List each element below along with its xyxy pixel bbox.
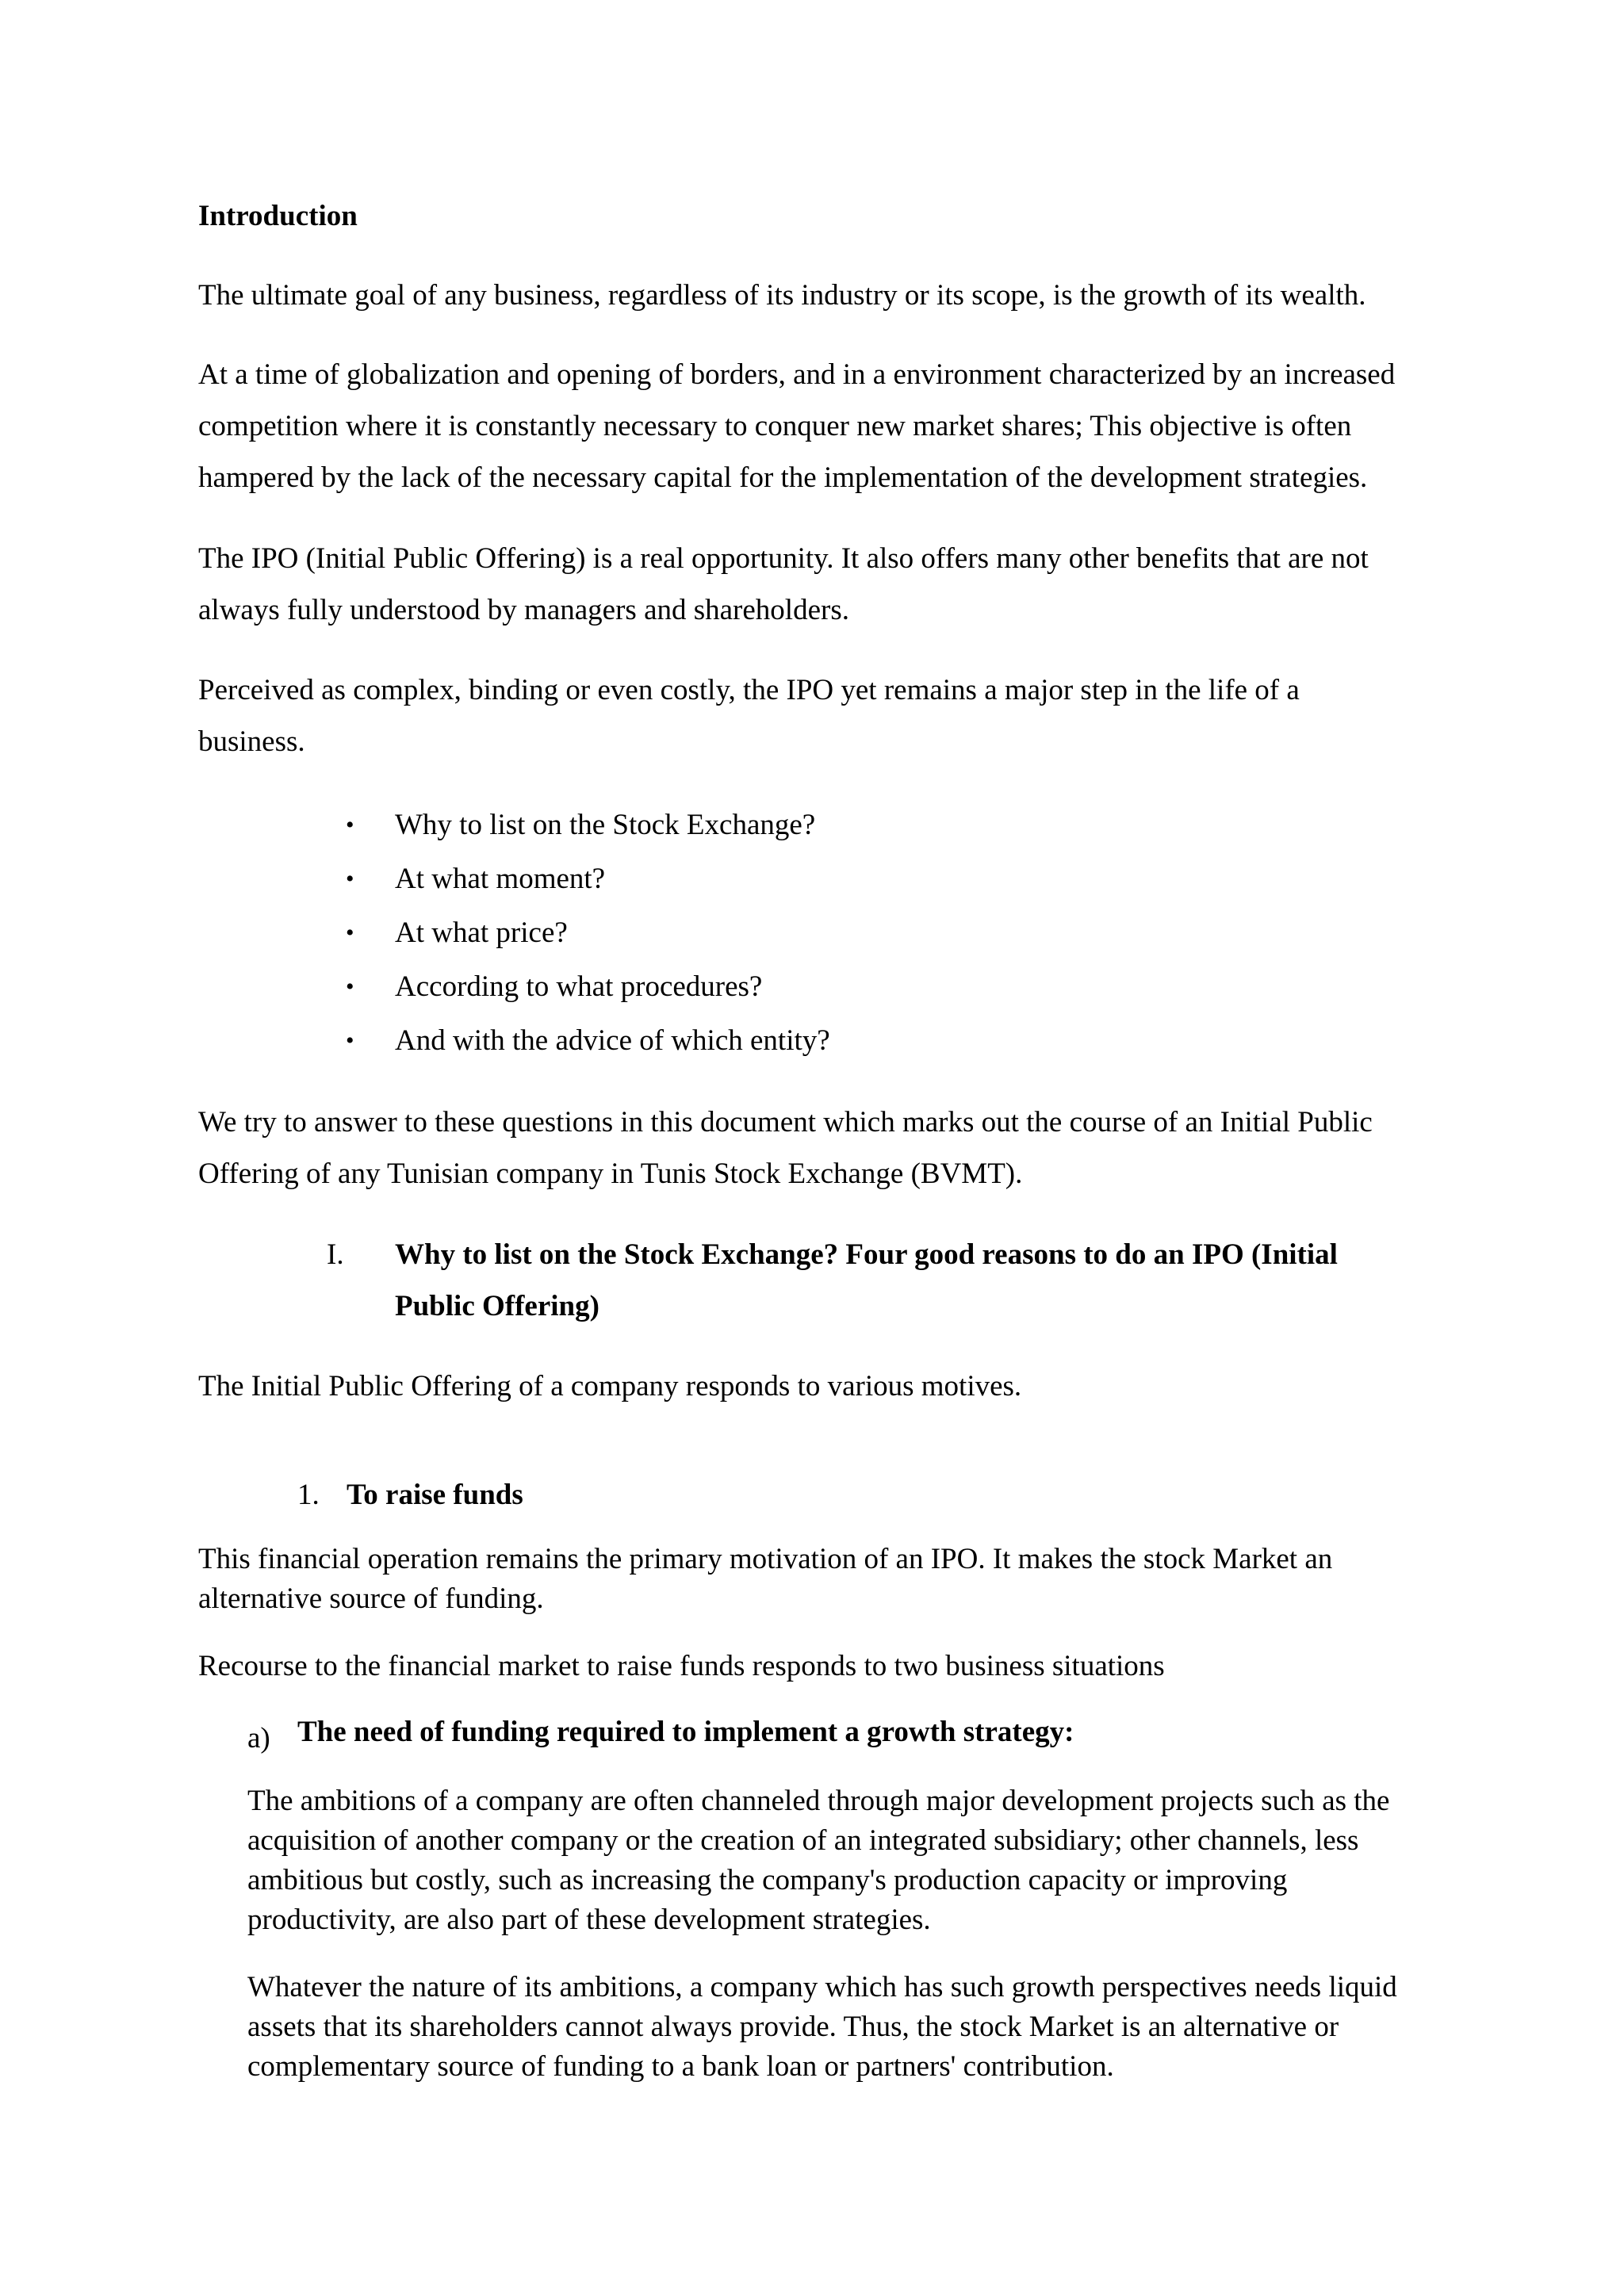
bullet-symbol: • bbox=[346, 812, 354, 838]
list-item-text: At what price? bbox=[395, 916, 568, 949]
paragraph-line: acquisition of another company or the creation of an integrated subsidiary; other channels, less bbox=[247, 1824, 1359, 1857]
paragraph-goal: The ultimate goal of any business, regardless of its industry or its scope, is the growth of its wealth. bbox=[198, 279, 1366, 312]
item-marker: a) bbox=[247, 1722, 270, 1755]
paragraph-line: assets that its shareholders cannot always provide. Thus, the stock Market is an alternative or bbox=[247, 2011, 1339, 2043]
intro-heading: Introduction bbox=[198, 200, 358, 232]
paragraph-line: Whatever the nature of its ambitions, a company which has such growth perspectives needs liquid bbox=[247, 1971, 1397, 2003]
paragraph-line: complementary source of funding to a bank loan or partners' contribution. bbox=[247, 2050, 1114, 2083]
bullet-symbol: • bbox=[346, 920, 354, 946]
section-number: I. bbox=[327, 1238, 344, 1271]
paragraph-line: Perceived as complex, binding or even costly, the IPO yet remains a major step in the life of a bbox=[198, 674, 1300, 706]
paragraph-line: ambitious but costly, such as increasing the company's production capacity or improving bbox=[247, 1864, 1288, 1896]
paragraph-line: The IPO (Initial Public Offering) is a real opportunity. It also offers many other benefits that are not bbox=[198, 542, 1369, 575]
subsection-heading bbox=[0, 1469, 1624, 1521]
list-item-text: And with the advice of which entity? bbox=[395, 1024, 830, 1057]
paragraph-motives: The Initial Public Offering of a company responds to various motives. bbox=[198, 1370, 1022, 1402]
paragraph-line: productivity, are also part of these development strategies. bbox=[247, 1904, 931, 1936]
list-item-text: At what moment? bbox=[395, 863, 606, 895]
paragraph-line: Offering of any Tunisian company in Tunis Stock Exchange (BVMT). bbox=[198, 1158, 1023, 1190]
paragraph-line: hampered by the lack of the necessary capital for the implementation of the development strategies. bbox=[198, 461, 1368, 494]
paragraph-line: This financial operation remains the primary motivation of an IPO. It makes the stock Market an bbox=[198, 1543, 1333, 1575]
item-heading bbox=[0, 1712, 1624, 1755]
section-title-line: Public Offering) bbox=[395, 1290, 599, 1322]
bullet-symbol: • bbox=[346, 866, 354, 892]
paragraph-line: alternative source of funding. bbox=[198, 1582, 544, 1615]
subsection-number: 1. bbox=[297, 1479, 320, 1511]
list-item-text: Why to list on the Stock Exchange? bbox=[395, 809, 816, 841]
paragraph-line: competition where it is constantly necessary to conquer new market shares; This objective is often bbox=[198, 410, 1352, 442]
bullet-symbol: • bbox=[346, 974, 354, 1000]
item-title: The need of funding required to implement a growth strategy: bbox=[297, 1716, 1074, 1748]
section-title-line: Why to list on the Stock Exchange? Four good reasons to do an IPO (Initial bbox=[395, 1238, 1338, 1271]
bullet-symbol: • bbox=[346, 1027, 354, 1054]
paragraph-line: business. bbox=[198, 725, 305, 758]
question-list bbox=[0, 798, 1624, 1072]
list-item-text: According to what procedures? bbox=[395, 970, 763, 1003]
section-heading bbox=[0, 1229, 1624, 1340]
paragraph-line: always fully understood by managers and shareholders. bbox=[198, 594, 849, 626]
paragraph-line: We try to answer to these questions in this document which marks out the course of an Initial Public bbox=[198, 1106, 1373, 1138]
subsection-title: To raise funds bbox=[347, 1479, 523, 1511]
paragraph-line: At a time of globalization and opening of borders, and in a environment characterized by an increased bbox=[198, 358, 1396, 391]
paragraph-line: The ambitions of a company are often channeled through major development projects such as the bbox=[247, 1785, 1390, 1817]
paragraph-recourse: Recourse to the financial market to raise funds responds to two business situations bbox=[198, 1650, 1165, 1682]
